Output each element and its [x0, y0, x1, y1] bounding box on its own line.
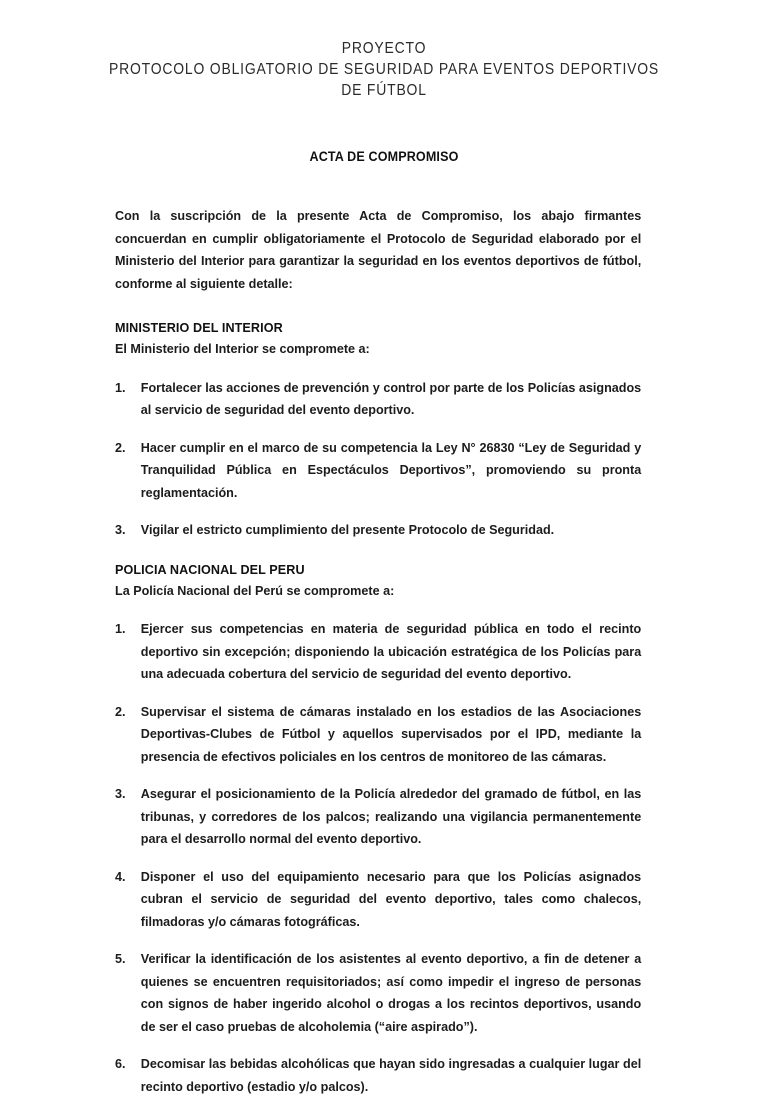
list-item-text: Verificar la identificación de los asistentes al evento deportivo, a fin de detener a quienes se encuentren requisitoriados; así como impedir el ingreso de personas con signos de haber ingerido alcohol o drogas a los recintos deportivos, usando de ser el caso pruebas de alcoholemia (“aire aspirado”). — [141, 948, 641, 1038]
acta-heading: ACTA DE COMPROMISO — [27, 101, 741, 164]
list-item-text: Decomisar las bebidas alcohólicas que hayan sido ingresadas a cualquier lugar del recinto deportivo (estadio y/o palcos). — [141, 1053, 641, 1098]
list-item-text: Ejercer sus competencias en materia de seguridad pública en todo el recinto deportivo sin excepción; disponiendo la ubicación estratégica de los Policías para una adecuada cobertura del servicio de seguridad del evento deportivo. — [141, 618, 641, 686]
document-title — [38, 0, 729, 101]
list-item-number: 2. — [115, 437, 134, 460]
list-item-text: Disponer el uso del equipamiento necesario para que los Policías asignados cubran el servicio de seguridad del evento deportivo, tales como chalecos, filmadoras y/o cámaras fotográficas. — [141, 866, 641, 934]
list-item-number: 1. — [115, 377, 134, 400]
section-heading: MINISTERIO DEL INTERIOR — [115, 317, 641, 338]
list-item-number: 3. — [115, 519, 134, 542]
list-item-text: Hacer cumplir en el marco de su competencia la Ley N° 26830 “Ley de Seguridad y Tranquilidad Pública en Espectáculos Deportivos”, promoviendo su pronta reglamentación. — [141, 437, 641, 505]
list-item-number: 5. — [115, 948, 134, 971]
title-line-1: PROYECTO — [38, 38, 729, 59]
spacer — [115, 360, 666, 377]
section-heading: POLICIA NACIONAL DEL PERU — [115, 559, 641, 580]
section-subheading: La Policía Nacional del Perú se compromete a: — [115, 580, 641, 602]
spacer — [115, 295, 666, 317]
list-item — [115, 701, 641, 769]
document-body — [115, 205, 666, 1098]
list-item-number: 6. — [115, 1053, 134, 1076]
list-item — [115, 783, 641, 851]
intro-paragraph: Con la suscripción de la presente Acta de Compromiso, los abajo firmantes concuerdan en cumplir obligatoriamente el Protocolo de Seguridad elaborado por el Ministerio del Interior para garantizar la seguridad en los eventos deportivos de fútbol, conforme al siguiente detalle: — [115, 205, 641, 295]
list-item-text: Supervisar el sistema de cámaras instalado en los estadios de las Asociaciones Deportivas-Clubes de Fútbol y aquellos supervisados por el IPD, mediante la presencia de efectivos policiales en los centros de monitoreo de las cámaras. — [141, 701, 641, 769]
spacer — [115, 542, 666, 559]
list-item-text: Fortalecer las acciones de prevención y control por parte de los Policías asignados al servicio de seguridad del evento deportivo. — [141, 377, 641, 422]
list-item-text: Asegurar el posicionamiento de la Policía alrededor del gramado de fútbol, en las tribunas, y corredores de los palcos; realizando una vigilancia permanentemente para el desarrollo normal del evento deportivo. — [141, 783, 641, 851]
list-item-number: 4. — [115, 866, 134, 889]
title-line-3: DE FÚTBOL — [38, 80, 729, 101]
list-item — [115, 437, 641, 505]
list-item-number: 2. — [115, 701, 134, 724]
list-item — [115, 519, 641, 542]
list-item — [115, 618, 641, 686]
list-item-number: 3. — [115, 783, 134, 806]
section-ministerio-del-interior — [115, 317, 666, 542]
list-item-text: Vigilar el estricto cumplimiento del presente Protocolo de Seguridad. — [141, 519, 641, 542]
section-policia-nacional-del-peru — [115, 559, 666, 1098]
list-item — [115, 377, 641, 422]
list-item — [115, 866, 641, 934]
spacer — [115, 601, 666, 618]
commitment-list-policia — [115, 618, 666, 1098]
list-item-number: 1. — [115, 618, 134, 641]
list-item — [115, 948, 641, 1038]
commitment-list-ministerio — [115, 377, 666, 542]
list-item — [115, 1053, 641, 1098]
title-line-2: PROTOCOLO OBLIGATORIO DE SEGURIDAD PARA EVENTOS DEPORTIVOS — [38, 59, 729, 80]
section-subheading: El Ministerio del Interior se compromete a: — [115, 338, 641, 360]
